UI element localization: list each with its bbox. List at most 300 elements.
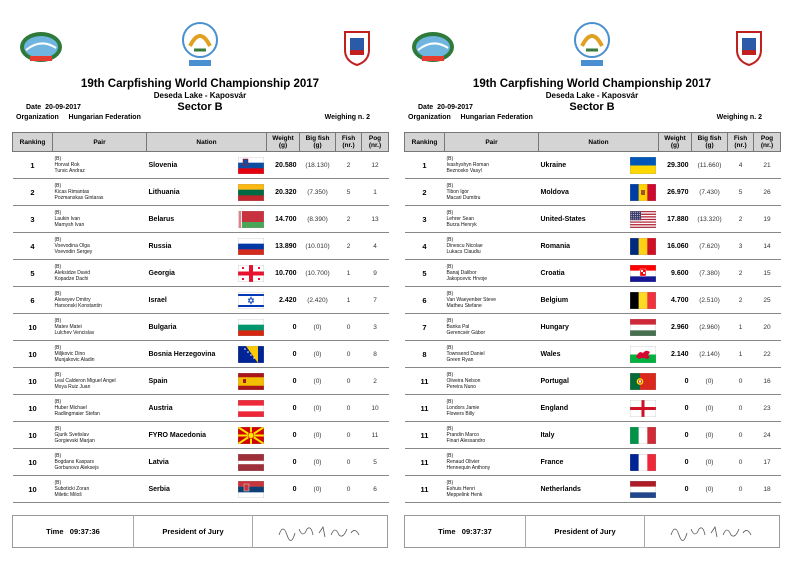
pair-sector: (B) [446,210,454,216]
angler-2: Pereira Nuno [446,384,476,390]
col-nation: Nation [147,133,267,152]
weight-cell: 10.700 [267,260,300,287]
nation-cell: Ukraine [539,152,627,179]
pair-cell [445,422,539,449]
table-row [405,395,781,422]
rank-cell: 2 [405,179,445,206]
pair-sector: (B) [54,156,62,162]
angler-2: Beznosko Vasyl [446,168,482,174]
rank-cell: 10 [13,395,53,422]
angler-2: Moya Ruiz Juan [54,384,91,390]
org-label: Organization [408,114,451,121]
col-weight: Weight (g) [267,133,300,152]
col-big-fish: Big fish (g) [692,133,728,152]
table-row [13,395,389,422]
pair-cell [445,152,539,179]
time-label: Time [46,527,64,536]
pair-sector: (B) [446,453,454,459]
fish-cell: 0 [336,422,362,449]
table-row [405,422,781,449]
pog-cell: 8 [362,341,389,368]
results-body [13,152,389,503]
weight-cell: 0 [267,422,300,449]
fish-cell: 2 [336,152,362,179]
flag-cell [627,476,659,503]
angler-2: Munjakovic Aladin [54,357,95,363]
pog-cell: 3 [362,314,389,341]
angler-1: Aleksidze David [54,270,91,276]
pair-cell [53,152,147,179]
big-fish-cell: (7.350) [300,179,336,206]
time-block [13,527,133,536]
table-row [405,476,781,503]
angler-2: Mamysh Ivan [54,222,85,228]
angler-2: Finari Alessandro [446,438,486,444]
pair-cell [53,395,147,422]
flag-ukraine-icon [630,157,656,174]
pair-sector: (B) [54,291,62,297]
flag-israel-icon [238,292,264,309]
nation-cell: Austria [147,395,235,422]
angler-2: Green Ryan [446,357,474,363]
col-fish: Fish (nr.) [336,133,362,152]
pog-cell: 11 [362,422,389,449]
big-fish-cell: (10.700) [300,260,336,287]
flag-cell [235,206,267,233]
pog-cell: 23 [754,395,781,422]
flag-hungary-icon [630,319,656,336]
fish-cell: 1 [728,341,754,368]
flag-belarus-icon [238,211,264,228]
angler-1: Prandin Marco [446,432,480,438]
rank-cell: 6 [405,287,445,314]
rank-cell: 7 [405,314,445,341]
angler-2: Hennequin Anthony [446,465,491,471]
org-line [16,114,141,123]
rank-cell: 2 [13,179,53,206]
angler-2: Kopadze Dachi [54,276,89,282]
results-table [12,132,389,503]
nation-cell: Slovenia [147,152,235,179]
date-label: Date [26,104,42,111]
table-header-row [405,133,781,152]
fish-cell: 3 [728,233,754,260]
pair-cell [53,287,147,314]
flag-cell [627,152,659,179]
angler-1: Banka Pal [446,324,470,330]
nation-cell: Italy [539,422,627,449]
pair-sector: (B) [446,291,454,297]
flag-austria-icon [238,400,264,417]
angler-1: Banaj Dalibor [446,270,477,276]
pog-cell: 5 [362,449,389,476]
weighing-label: Weighing n. 2 [716,114,762,121]
weight-cell: 0 [267,395,300,422]
flag-cell [235,449,267,476]
fish-cell: 2 [336,233,362,260]
pair-cell [53,476,147,503]
angler-2: Voevodin Sergey [54,249,93,255]
flag-cell [235,314,267,341]
table-row [405,260,781,287]
nation-cell: Hungary [539,314,627,341]
col-big-fish: Big fish (g) [300,133,336,152]
footer [12,515,388,548]
org-value: Hungarian Federation [460,114,533,121]
weight-cell: 0 [659,368,692,395]
results-sheet-right [404,18,780,548]
col-weight: Weight (g) [659,133,692,152]
fips-logo [410,30,456,64]
logo-bar [404,18,780,78]
venue: Deseda Lake - Kaposvár [153,91,247,100]
weight-cell: 9.600 [659,260,692,287]
angler-1: Miljkovic Dino [54,351,86,357]
time-value: 09:37:36 [69,527,100,536]
angler-1: Townsend Daniel [446,351,485,357]
date-line [418,104,473,113]
pog-cell: 21 [754,152,781,179]
fish-cell: 0 [728,368,754,395]
date-line [26,104,81,113]
date-value: 20-09-2017 [437,104,473,111]
fish-cell: 0 [336,314,362,341]
col-pog: Pog (nr.) [754,133,781,152]
big-fish-cell: (2.960) [692,314,728,341]
col-pair: Pair [445,133,539,152]
pog-cell: 19 [754,206,781,233]
results-body [405,152,781,503]
weight-cell: 0 [267,314,300,341]
pair-cell [445,287,539,314]
flag-cell [627,368,659,395]
flag-slovenia-icon [238,157,264,174]
table-row [13,233,389,260]
pog-cell: 24 [754,422,781,449]
angler-1: Tibon Igor [446,189,469,195]
weight-cell: 13.890 [267,233,300,260]
flag-cell [235,233,267,260]
signature [253,515,387,548]
pog-cell: 14 [754,233,781,260]
pair-sector: (B) [446,372,454,378]
big-fish-cell: (11.660) [692,152,728,179]
pair-sector: (B) [54,399,62,405]
pog-cell: 12 [362,152,389,179]
pair-sector: (B) [446,399,454,405]
nation-cell: United-States [539,206,627,233]
rank-cell: 10 [13,422,53,449]
col-fish: Fish (nr.) [728,133,754,152]
pair-sector: (B) [54,480,62,486]
nation-cell: Romania [539,233,627,260]
pair-sector: (B) [54,237,62,243]
fish-cell: 1 [336,260,362,287]
president-label: President of Jury [133,515,253,548]
angler-1: Dinescu Nicolae [446,243,483,249]
angler-1: Voevodina Olga [54,243,90,249]
fish-cell: 4 [728,152,754,179]
big-fish-cell: (13.320) [692,206,728,233]
big-fish-cell: (2.420) [300,287,336,314]
rank-cell: 10 [13,314,53,341]
table-row [13,314,389,341]
flag-cell [235,395,267,422]
rank-cell: 10 [13,449,53,476]
rank-cell: 10 [13,476,53,503]
fish-cell: 2 [728,260,754,287]
flag-cell [235,422,267,449]
big-fish-cell: (18.130) [300,152,336,179]
crest-logo [342,28,372,66]
angler-1: Eshuis Henri [446,486,475,492]
footer [404,515,780,548]
nation-cell: Serbia [147,476,235,503]
fish-cell: 0 [336,476,362,503]
flag-cell [235,368,267,395]
date-value: 20-09-2017 [45,104,81,111]
flag-cell [627,260,659,287]
nation-cell: Russia [147,233,235,260]
angler-2: Tursic Andraz [54,168,85,174]
flag-macedonia-icon [238,427,264,444]
pair-sector: (B) [54,264,62,270]
pair-cell [445,206,539,233]
weighing-label: Weighing n. 2 [324,114,370,121]
time-value: 09:37:37 [461,527,492,536]
table-row [405,233,781,260]
pog-cell: 22 [754,341,781,368]
flag-netherlands-icon [630,481,656,498]
rank-cell: 6 [13,287,53,314]
fish-cell: 1 [336,287,362,314]
fish-cell: 0 [728,476,754,503]
weight-cell: 0 [659,422,692,449]
col-pair: Pair [53,133,147,152]
org-line [408,114,533,123]
pair-sector: (B) [446,264,454,270]
fish-cell: 5 [728,179,754,206]
big-fish-cell: (0) [300,341,336,368]
pair-sector: (B) [54,210,62,216]
weight-cell: 0 [659,449,692,476]
big-fish-cell: (8.390) [300,206,336,233]
flag-italy-icon [630,427,656,444]
flag-cell [627,449,659,476]
flag-spain-icon [238,373,264,390]
table-row [405,206,781,233]
rank-cell: 5 [13,260,53,287]
pair-cell [445,260,539,287]
pair-cell [53,233,147,260]
fips-logo [18,30,64,64]
weight-cell: 2.960 [659,314,692,341]
pair-sector: (B) [54,183,62,189]
weight-cell: 0 [267,368,300,395]
pair-sector: (B) [446,426,454,432]
flag-georgia-icon [238,265,264,282]
angler-2: Lukacs Claudiu [446,249,481,255]
flag-portugal-icon [630,373,656,390]
pog-cell: 9 [362,260,389,287]
angler-2: Gorbunovs Aleksejs [54,465,99,471]
table-header-row [13,133,389,152]
col-nation: Nation [539,133,659,152]
rank-cell: 11 [405,368,445,395]
col-pog: Pog (nr.) [362,133,389,152]
federation-logo [180,20,220,72]
pair-cell [445,179,539,206]
weight-cell: 0 [659,476,692,503]
table-row [13,476,389,503]
fish-cell: 0 [728,395,754,422]
time-label: Time [438,527,456,536]
fish-cell: 2 [728,287,754,314]
angler-2: Meppelink Henk [446,492,483,498]
pog-cell: 15 [754,260,781,287]
table-row [405,314,781,341]
flag-latvia-icon [238,454,264,471]
col-ranking: Ranking [13,133,53,152]
weight-cell: 20.320 [267,179,300,206]
flag-belgium-icon [630,292,656,309]
pog-cell: 4 [362,233,389,260]
pog-cell: 2 [362,368,389,395]
flag-wales-icon [630,346,656,363]
pair-sector: (B) [446,237,454,243]
table-row [405,287,781,314]
table-row [13,260,389,287]
nation-cell: France [539,449,627,476]
angler-1: Londors Jamie [446,405,480,411]
flag-usa-icon [630,211,656,228]
angler-2: Miletic Miloš [54,492,82,498]
org-value: Hungarian Federation [68,114,141,121]
angler-1: Renaud Olivier [446,459,480,465]
table-row [405,449,781,476]
table-row [405,179,781,206]
angler-2: Pozmanskas Gintaras [54,195,104,201]
flag-cell [627,422,659,449]
flag-england-icon [630,400,656,417]
pair-sector: (B) [446,183,454,189]
big-fish-cell: (0) [692,449,728,476]
fish-cell: 2 [728,206,754,233]
page-title: 19th Carpfishing World Championship 2017 [472,78,712,90]
results-table [404,132,781,503]
venue: Deseda Lake - Kaposvár [545,91,639,100]
page-title: 19th Carpfishing World Championship 2017 [80,78,320,90]
rank-cell: 1 [13,152,53,179]
flag-cell [235,260,267,287]
pair-sector: (B) [54,372,62,378]
rank-cell: 10 [13,368,53,395]
signature [645,515,779,548]
rank-cell: 8 [405,341,445,368]
pog-cell: 10 [362,395,389,422]
nation-cell: Croatia [539,260,627,287]
rank-cell: 11 [405,449,445,476]
angler-2: Burza Henryk [446,222,477,228]
table-row [405,341,781,368]
nation-cell: Wales [539,341,627,368]
nation-cell: Moldova [539,179,627,206]
weight-cell: 4.700 [659,287,692,314]
table-row [13,368,389,395]
nation-cell: Georgia [147,260,235,287]
fish-cell: 1 [728,314,754,341]
fish-cell: 2 [336,206,362,233]
rank-cell: 11 [405,476,445,503]
nation-cell: Bulgaria [147,314,235,341]
big-fish-cell: (7.430) [692,179,728,206]
weight-cell: 26.970 [659,179,692,206]
fish-cell: 0 [336,341,362,368]
flag-cell [627,233,659,260]
pair-sector: (B) [446,318,454,324]
rank-cell: 3 [13,206,53,233]
big-fish-cell: (2.140) [692,341,728,368]
big-fish-cell: (0) [692,422,728,449]
flag-cell [627,341,659,368]
angler-1: Leal Calderon Miguel Angel [54,378,116,384]
pair-cell [53,368,147,395]
flag-cell [235,287,267,314]
angler-2: Flowers Billy [446,411,475,417]
weight-cell: 17.880 [659,206,692,233]
pair-cell [445,476,539,503]
pair-cell [53,179,147,206]
flag-cell [235,476,267,503]
pog-cell: 16 [754,368,781,395]
rank-cell: 11 [405,395,445,422]
pair-sector: (B) [446,480,454,486]
weight-cell: 2.140 [659,341,692,368]
pair-cell [445,341,539,368]
pair-sector: (B) [54,345,62,351]
flag-russia-icon [238,238,264,255]
org-label: Organization [16,114,59,121]
table-row [13,449,389,476]
flag-bosnia-icon [238,346,264,363]
big-fish-cell: (10.010) [300,233,336,260]
pair-sector: (B) [446,156,454,162]
weight-cell: 14.700 [267,206,300,233]
pog-cell: 7 [362,287,389,314]
results-sheet-left [12,18,388,548]
big-fish-cell: (0) [300,368,336,395]
flag-serbia-icon [238,481,264,498]
nation-cell: FYRO Macedonia [147,422,235,449]
nation-cell: Latvia [147,449,235,476]
angler-2: Harsonski Konstantin [54,303,102,309]
fish-cell: 0 [728,422,754,449]
table-row [13,422,389,449]
logo-bar [12,18,388,78]
col-ranking: Ranking [405,133,445,152]
rank-cell: 3 [405,206,445,233]
pair-cell [53,314,147,341]
pog-cell: 13 [362,206,389,233]
pair-sector: (B) [54,453,62,459]
nation-cell: Netherlands [539,476,627,503]
nation-cell: Israel [147,287,235,314]
pair-sector: (B) [446,345,454,351]
signature-image [275,521,365,543]
flag-cell [627,395,659,422]
pog-cell: 18 [754,476,781,503]
flag-cell [235,179,267,206]
